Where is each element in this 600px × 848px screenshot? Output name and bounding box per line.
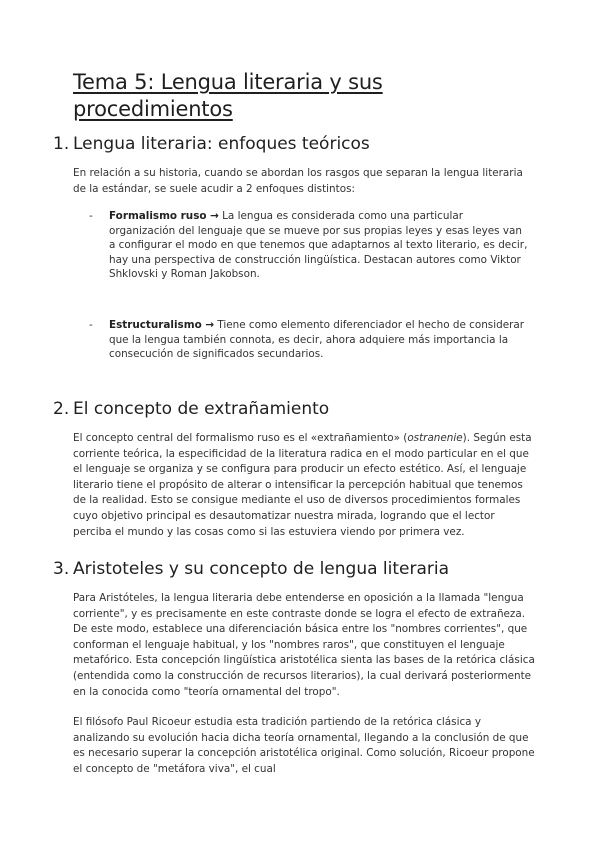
section-heading-1 [53, 133, 370, 155]
section-title: Aristoteles y su concepto de lengua literaria [73, 559, 450, 579]
section-3-paragraph-1: Para Aristóteles, la lengua literaria debe entenderse en oposición a la llamada "lengua corriente", y es precisamente en este contraste donde se logra el efecto de extrañeza. De este modo, establece una diferenciación básica entre los "nombres corrientes", que conforman el lenguaje habitual, y los "nombres raros", que constituyen el lenguaje metafórico. Esta concepción lingüística aristotélica sienta las bases de la retórica clásica (entendida como la construcción de recursos literarios), la cual derivará posteriormente en la conocida como "teoría ornamental del tropo". [73, 592, 535, 698]
bullet-term: Estructuralismo → [109, 319, 215, 331]
paragraph-text: El concepto central del formalismo ruso es el «extrañamiento» ( [73, 432, 408, 444]
section-title: Lengua literaria: enfoques teóricos [73, 134, 370, 154]
section-1-intro: En relación a su historia, cuando se abordan los rasgos que separan la lengua literaria de la estándar, se suele acudir a 2 enfoques distintos: [73, 167, 523, 195]
section-title: El concepto de extrañamiento [73, 399, 330, 419]
bullet-item-estructuralismo [89, 318, 529, 362]
bullet-text: Tiene como elemento diferenciador el hecho de considerar que la lengua también connota, es decir, ahora adquiere más importancia la consecución de significados secundarios. [109, 319, 524, 361]
bullet-term: Formalismo ruso → [109, 210, 219, 222]
bullet-text: La lengua es considerada como una particular organización del lenguaje que se mueve por sus propias leyes y esas leyes van a configurar el modo en que tenemos que adaptarnos al texto literario, es decir, hay una perspectiva de construcción lingüística. Destacan autores como Viktor Shklovski y Roman Jakobson. [109, 210, 528, 281]
bullet-item-formalismo [89, 209, 529, 282]
section-heading-3 [53, 558, 449, 580]
section-number: 1. [53, 134, 70, 154]
bullet-dash: - [89, 210, 93, 222]
bullet-dash: - [89, 319, 93, 331]
paragraph-text: ). Según esta corriente teórica, la especificidad de la literatura radica en el modo particular en el que el lenguaje se organiza y se configura para producir un efecto estético. Así, el lenguaje literario tiene el propósito de alterar o intensificar la percepción habitual que tenemos de la realidad. Esto se consigue mediante el uso de diversos procedimientos formales cuyo objetivo principal es desautomatizar nuestra mirada, logrando que el lector perciba el mundo y las cosas como si las estuviera viendo por primera vez. [73, 432, 532, 538]
section-number: 2. [53, 399, 70, 419]
paragraph-emphasis: ostranenie [407, 432, 463, 444]
section-heading-2 [53, 398, 329, 420]
section-3-paragraph-2: El filósofo Paul Ricoeur estudia esta tradición partiendo de la retórica clásica y analizando su evolución hacia dicha teoría ornamental, llegando a la conclusión de que es necesario superar la concepción aristotélica original. Como solución, Ricoeur propone el concepto de "metáfora viva", el cual [73, 716, 535, 775]
section-2-paragraph [73, 431, 535, 540]
section-number: 3. [53, 559, 70, 579]
bullet-body [109, 318, 529, 362]
document-title: Tema 5: Lengua literaria y sus procedimientos [73, 70, 383, 121]
bullet-body [109, 209, 529, 282]
